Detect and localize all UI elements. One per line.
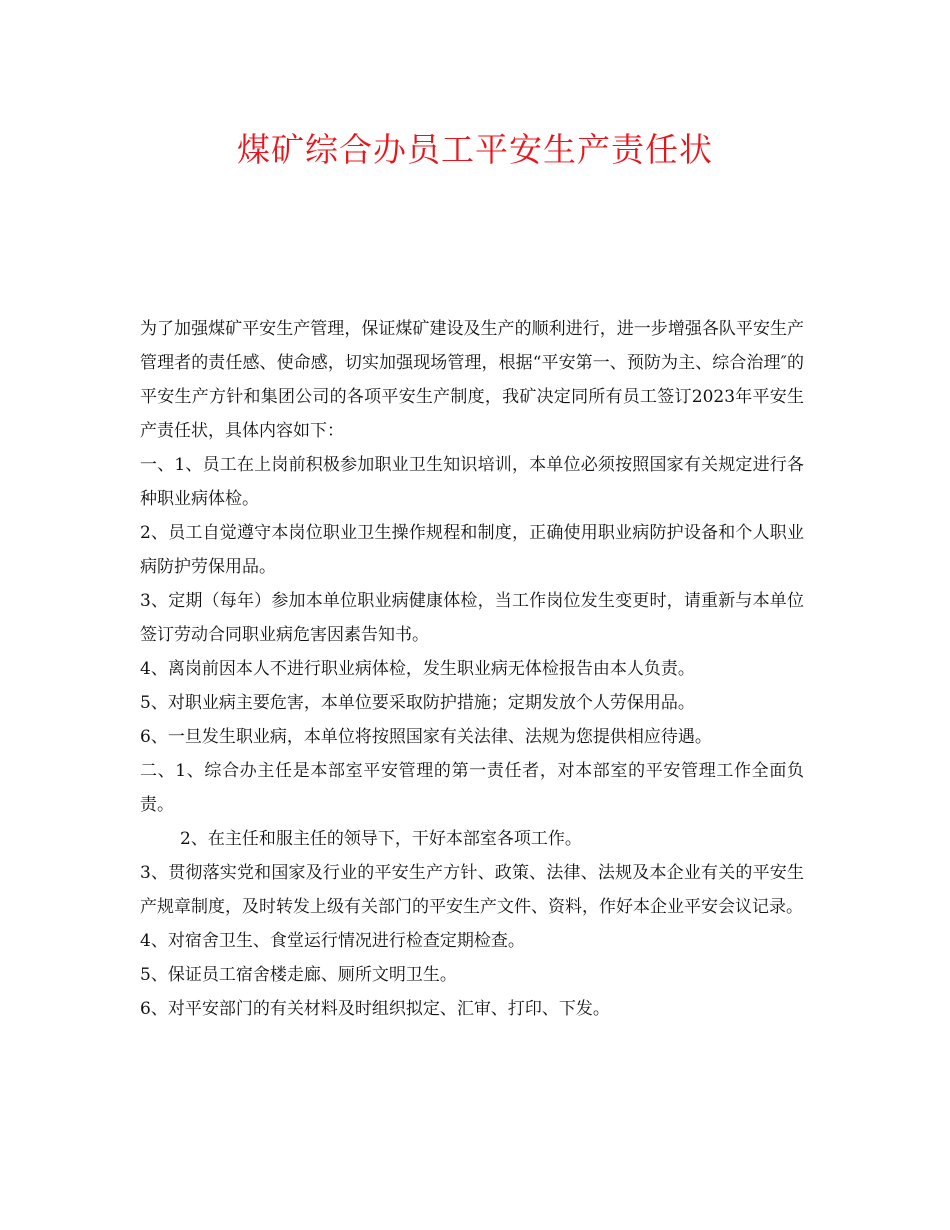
section-one-item-5: 5、对职业病主要危害，本单位要采取防护措施；定期发放个人劳保用品。 bbox=[140, 693, 695, 713]
intro-paragraph: 为了加强煤矿平安生产管理，保证煤矿建设及生产的顺利进行，进一步增强各队平安生产管理者的责任感、使命感，切实加强现场管理，根据“平安第一、预防为主、综合治理″的平安生产方针和集团公司的各项平安生产制度，我矿决定同所有员工签订2023年平安生产责任状，具体内容如下： bbox=[140, 319, 804, 441]
section-one-item-4: 4、离岗前因本人不进行职业病体检，发生职业病无体检报告由本人负责。 bbox=[140, 659, 695, 679]
section-two-item-5: 5、保证员工宿舍楼走廊、厕所文明卫生。 bbox=[140, 965, 457, 985]
section-one-item-2: 2、员工自觉遵守本岗位职业卫生操作规程和制度，正确使用职业病防护设备和个人职业病防护劳保用品。 bbox=[140, 523, 804, 577]
document-body bbox=[140, 312, 804, 1026]
section-one-item-6: 6、一旦发生职业病，本单位将按照国家有关法律、法规为您提供相应待遇。 bbox=[140, 727, 712, 747]
section-one-item-3: 3、定期（每年）参加本单位职业病健康体检，当工作岗位发生变更时，请重新与本单位签订劳动合同职业病危害因素告知书。 bbox=[140, 591, 804, 645]
section-two-item-1: 二、1、综合办主任是本部室平安管理的第一责任者，对本部室的平安管理工作全面负责。 bbox=[140, 761, 804, 815]
section-two-item-4: 4、对宿舍卫生、食堂运行情况进行检查定期检查。 bbox=[140, 931, 525, 951]
section-two-item-3: 3、贯彻落实党和国家及行业的平安生产方针、政策、法律、法规及本企业有关的平安生产规章制度，及时转发上级有关部门的平安生产文件、资料，作好本企业平安会议记录。 bbox=[140, 863, 804, 917]
section-two-item-2: 2、在主任和服主任的领导下，干好本部室各项工作。 bbox=[180, 829, 582, 849]
section-two-item-6: 6、对平安部门的有关材料及时组织拟定、汇审、打印、下发。 bbox=[140, 999, 610, 1019]
document-title: 煤矿综合办员工平安生产责任状 bbox=[237, 130, 713, 169]
section-one-item-1: 一、1、员工在上岗前积极参加职业卫生知识培训，本单位必须按照国家有关规定进行各种职业病体检。 bbox=[140, 455, 804, 509]
